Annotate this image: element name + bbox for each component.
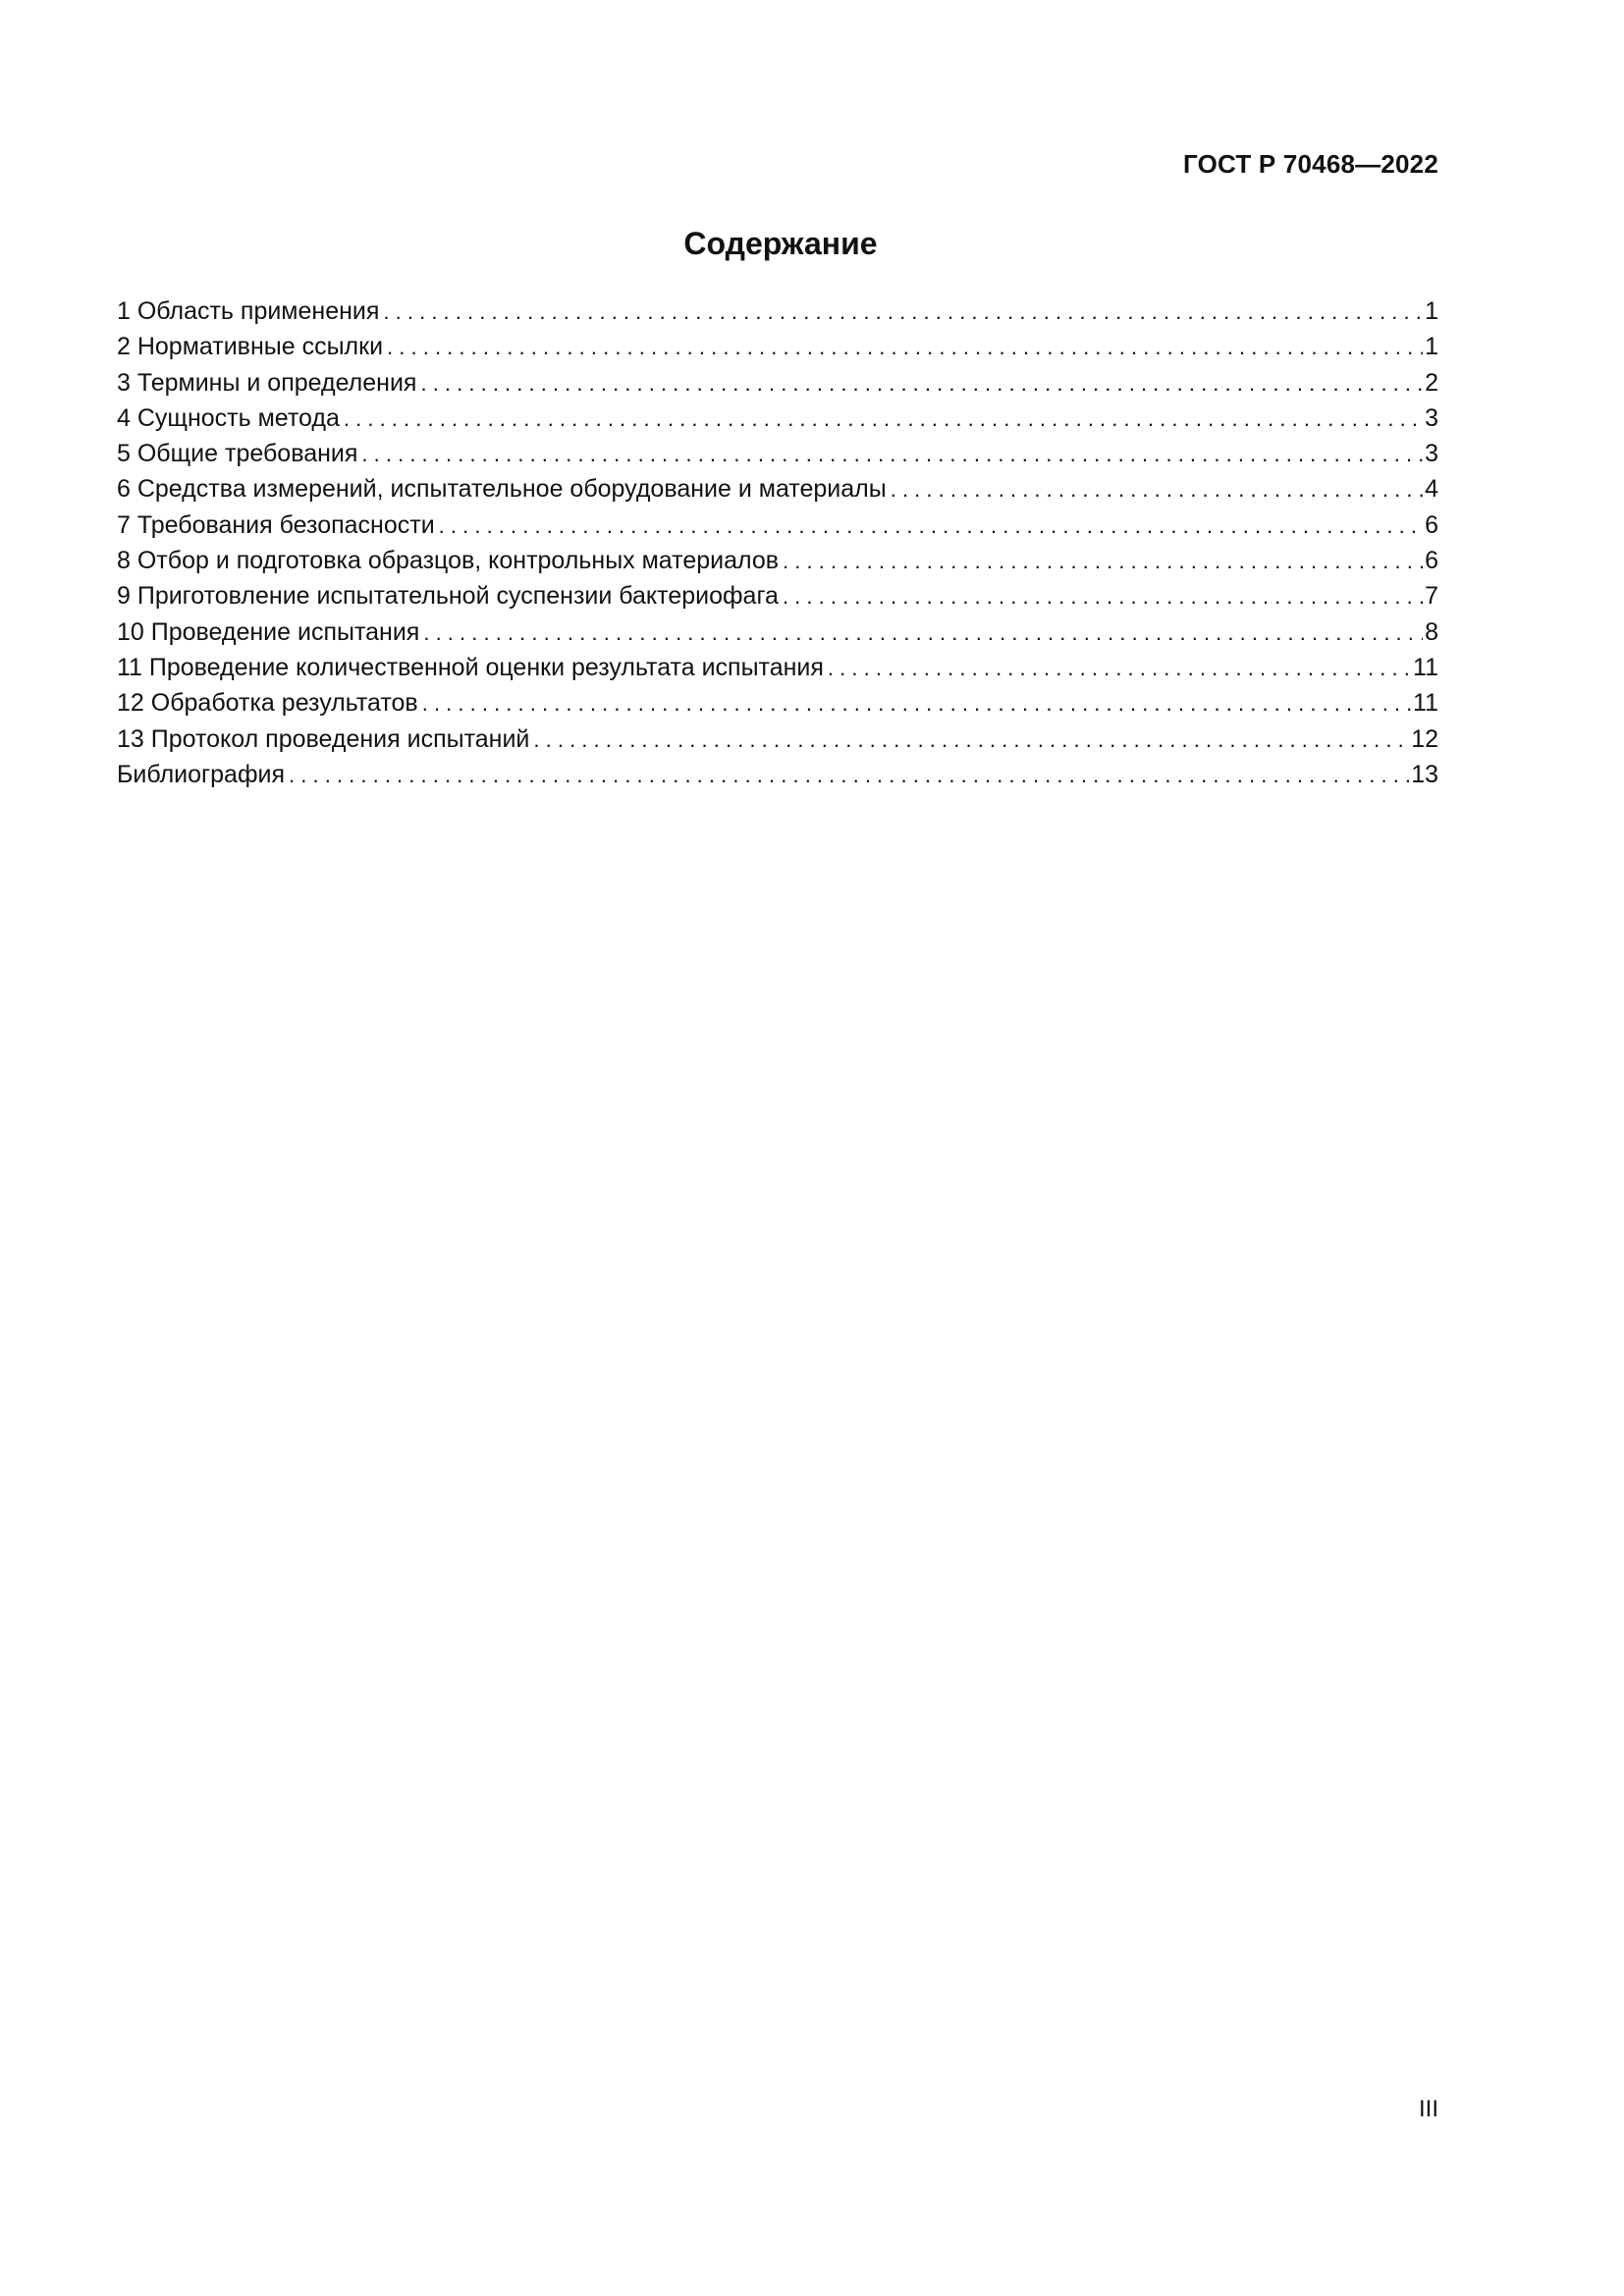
toc-item-label: 3 Термины и определения: [117, 368, 417, 397]
toc-title: Содержание: [683, 226, 878, 261]
toc-item-label: 10 Проведение испытания: [117, 617, 420, 646]
toc-item-page: 6: [1425, 510, 1438, 539]
toc-dot-leader: [344, 401, 1423, 437]
toc-dot-leader: [783, 579, 1423, 614]
toc-item-label: 9 Приготовление испытательной суспензии бактериофага: [117, 582, 779, 611]
toc-item-label: 5 Общие требования: [117, 440, 358, 468]
toc-item-page: 8: [1425, 617, 1438, 646]
toc-dot-leader: [891, 472, 1423, 507]
toc-dot-leader: [533, 722, 1409, 758]
toc-item-label: 8 Отбор и подготовка образцов, контрольных материалов: [117, 547, 780, 575]
toc-item-results-processing[interactable]: [117, 685, 1438, 721]
toc-item-label: 6 Средства измерений, испытательное оборудование и материалы: [117, 475, 887, 504]
toc-item-page: 12: [1411, 724, 1438, 753]
toc-item-label: 4 Сущность метода: [117, 403, 340, 432]
toc-item-scope[interactable]: [117, 294, 1438, 329]
toc-item-bacteriophage-suspension[interactable]: [117, 578, 1438, 614]
toc-item-page: 7: [1425, 582, 1438, 611]
toc-item-test-report[interactable]: [117, 721, 1438, 757]
toc-item-label: 11 Проведение количественной оценки результата испытания: [117, 653, 824, 681]
toc-item-method-essence[interactable]: [117, 400, 1438, 436]
toc-dot-leader: [387, 330, 1423, 365]
toc-item-quantitative-assessment[interactable]: [117, 650, 1438, 685]
toc-dot-leader: [383, 294, 1423, 330]
toc-dot-leader: [422, 686, 1411, 721]
toc-item-safety-requirements[interactable]: [117, 507, 1438, 543]
toc-dot-leader: [361, 437, 1423, 472]
toc-item-page: 13: [1411, 760, 1438, 788]
page-number: III: [1418, 2096, 1438, 2122]
toc-item-page: 1: [1425, 333, 1438, 361]
toc-item-terms[interactable]: [117, 365, 1438, 400]
toc-item-page: 6: [1425, 547, 1438, 575]
toc-item-label: 1 Область применения: [117, 297, 380, 325]
toc-item-page: 1: [1425, 297, 1438, 325]
toc-item-label: 7 Требования безопасности: [117, 510, 435, 539]
toc-item-label: 2 Нормативные ссылки: [117, 333, 384, 361]
toc-item-measuring-instruments[interactable]: [117, 471, 1438, 507]
toc-item-bibliography[interactable]: [117, 757, 1438, 792]
toc-item-page: 2: [1425, 368, 1438, 397]
toc-item-page: 3: [1425, 403, 1438, 432]
toc-dot-leader: [828, 651, 1411, 686]
toc-item-label: Библиография: [117, 760, 286, 788]
toc-dot-leader: [439, 508, 1423, 544]
toc-dot-leader: [423, 615, 1423, 651]
toc-item-label: 13 Протокол проведения испытаний: [117, 724, 530, 753]
document-code: ГОСТ Р 70468—2022: [1183, 149, 1438, 179]
toc-item-page: 11: [1413, 689, 1438, 718]
toc-item-test-procedure[interactable]: [117, 614, 1438, 650]
toc-dot-leader: [289, 758, 1409, 793]
toc-item-page: 3: [1425, 440, 1438, 468]
toc-dot-leader: [420, 366, 1423, 401]
toc-item-label: 12 Обработка результатов: [117, 689, 418, 718]
toc-item-general-requirements[interactable]: [117, 436, 1438, 471]
toc-item-page: 11: [1413, 653, 1438, 681]
toc-item-page: 4: [1425, 475, 1438, 504]
toc-item-sampling[interactable]: [117, 543, 1438, 578]
toc-item-normative-references[interactable]: [117, 329, 1438, 364]
toc-dot-leader: [783, 544, 1423, 579]
table-of-contents: [117, 294, 1438, 792]
